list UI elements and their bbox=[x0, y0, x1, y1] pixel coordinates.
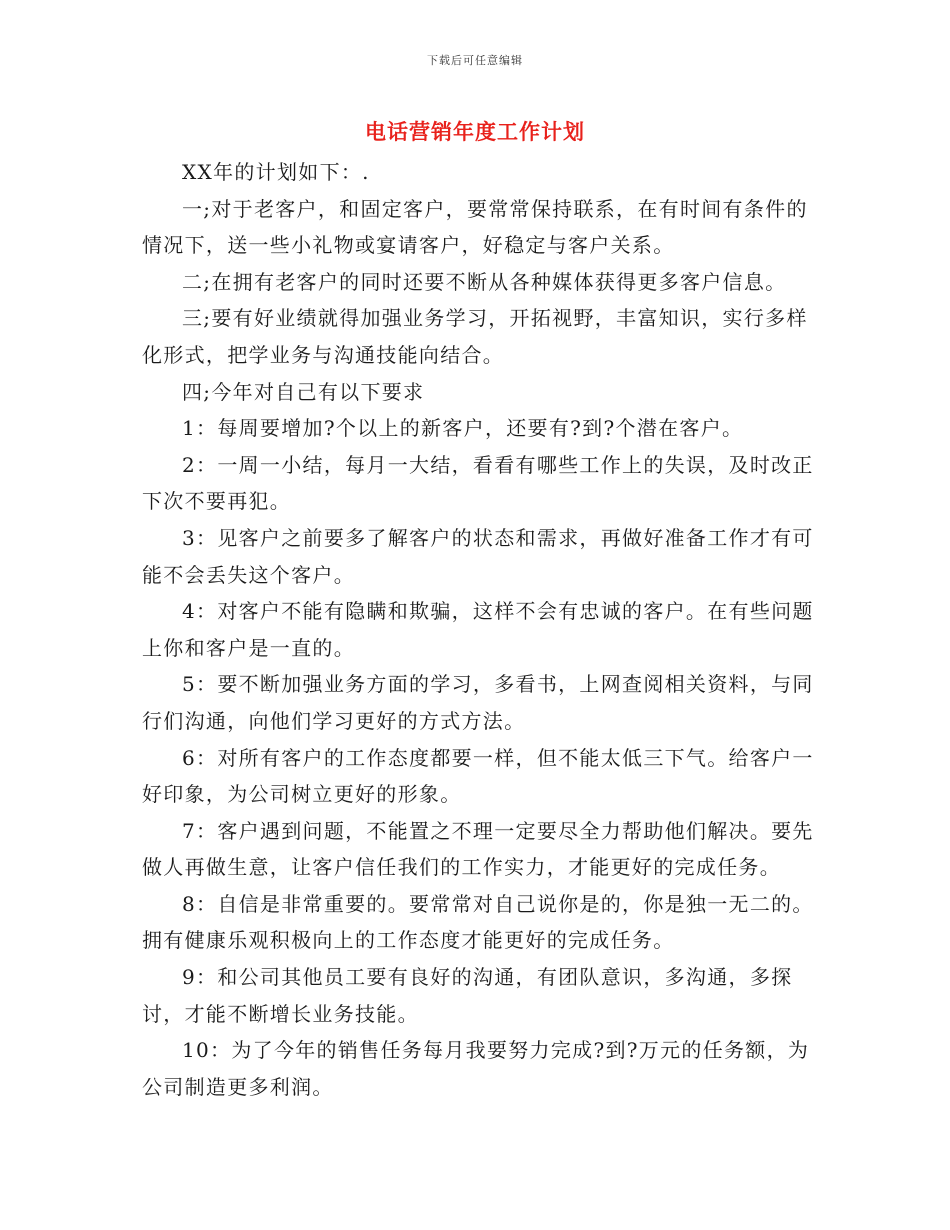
requirement-4: 4：对客户不能有隐瞒和欺骗，这样不会有忠诚的客户。在有些问题上你和客户是一直的。 bbox=[142, 599, 814, 660]
requirement-5: 5：要不断加强业务方面的学习，多看书，上网查阅相关资料，与同行们沟通，向他们学习更好的方式方法。 bbox=[142, 672, 814, 733]
paragraph-intro: XX年的计划如下：. bbox=[182, 160, 370, 184]
requirement-9: 9：和公司其他员工要有良好的沟通，有团队意识，多沟通，多探讨，才能不断增长业务技能。 bbox=[142, 965, 793, 1026]
paragraph-item-1: 一;对于老客户，和固定客户，要常常保持联系，在有时间有条件的情况下，送一些小礼物或宴请客户，好稳定与客户关系。 bbox=[142, 196, 808, 258]
requirement-7: 7：客户遇到问题，不能置之不理一定要尽全力帮助他们解决。要先做人再做生意，让客户信任我们的工作实力，才能更好的完成任务。 bbox=[142, 818, 814, 880]
paragraph-item-4: 四;今年对自己有以下要求 bbox=[182, 379, 425, 404]
requirement-2: 2：一周一小结，每月一大结，看看有哪些工作上的失误，及时改正下次不要再犯。 bbox=[142, 452, 814, 514]
document-body bbox=[142, 154, 814, 1105]
header-note: 下载后可任意编辑 bbox=[427, 54, 523, 67]
requirement-1: 1：每周要增加?个以上的新客户，还要有?到?个潜在客户。 bbox=[182, 416, 744, 441]
paragraph-item-3: 三;要有好业绩就得加强业务学习，开拓视野，丰富知识，实行多样化形式，把学业务与沟通技能向结合。 bbox=[142, 306, 808, 367]
document-title: 电话营销年度工作计划 bbox=[365, 119, 585, 144]
requirement-10: 10：为了今年的销售任务每月我要努力完成?到?万元的任务额，为公司制造更多利润。 bbox=[142, 1038, 810, 1099]
requirement-8: 8：自信是非常重要的。要常常对自己说你是的，你是独一无二的。拥有健康乐观积极向上的工作态度才能更好的完成任务。 bbox=[142, 891, 814, 953]
requirement-6: 6：对所有客户的工作态度都要一样，但不能太低三下气。给客户一好印象，为公司树立更好的形象。 bbox=[142, 745, 814, 807]
paragraph-item-2: 二;在拥有老客户的同时还要不断从各种媒体获得更多客户信息。 bbox=[182, 269, 787, 294]
requirement-3: 3：见客户之前要多了解客户的状态和需求，再做好准备工作才有可能不会丢失这个客户。 bbox=[142, 525, 814, 587]
